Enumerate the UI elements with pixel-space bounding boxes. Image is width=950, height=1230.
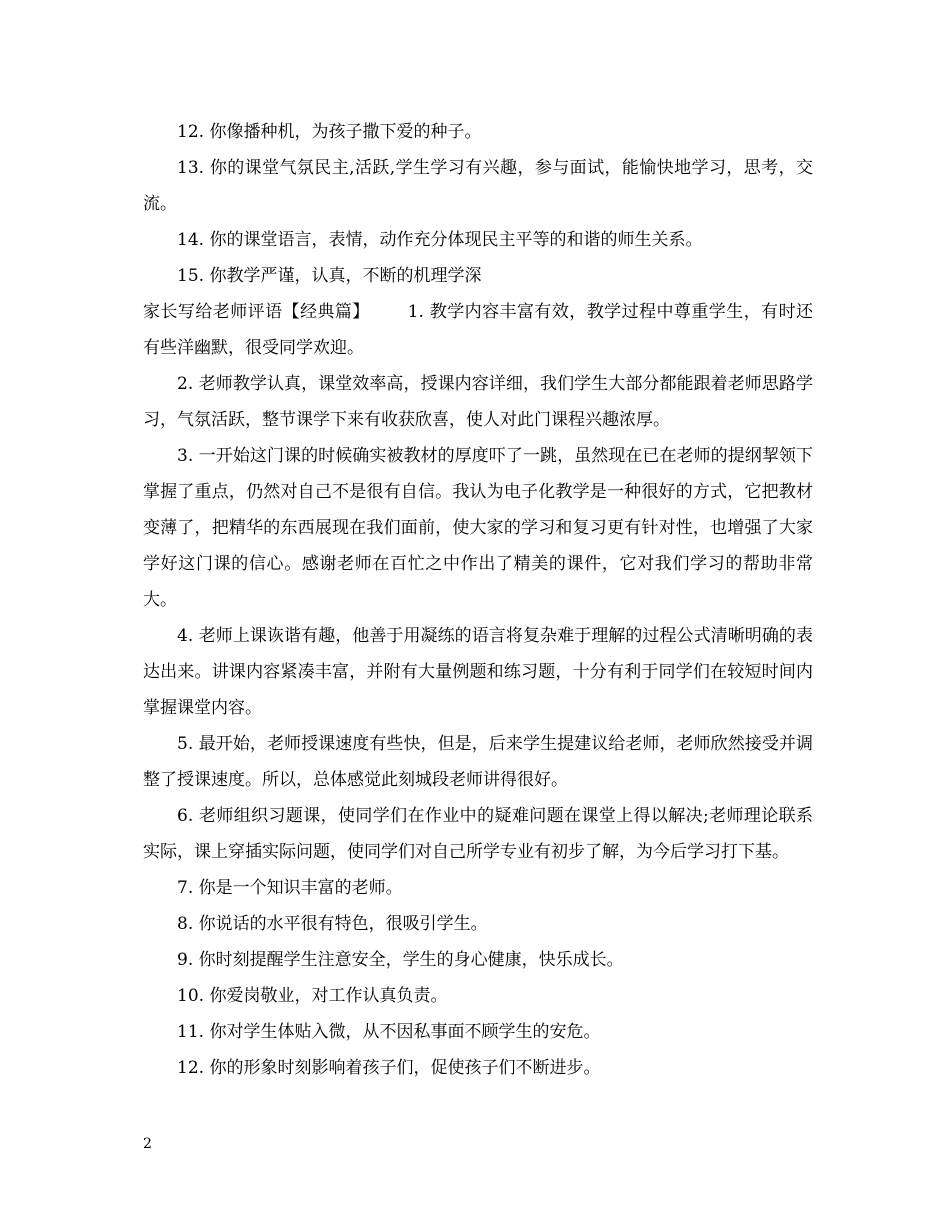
paragraph-item-5: 5. 最开始，老师授课速度有些快，但是，后来学生提建议给老师，老师欣然接受并调整了授课速度。所以，总体感觉此刻城段老师讲得很好。	[143, 734, 813, 790]
paragraph-item-1: 1. 教学内容丰富有效，教学过程中尊重学生，有时还有些洋幽默，很受同学欢迎。	[143, 302, 814, 358]
paragraph-item-2: 2. 老师教学认真，课堂效率高，授课内容详细，我们学生大部分都能跟着老师思路学习，气氛活跃，整节课学下来有收获欣喜，使人对此门课程兴趣浓厚。	[143, 374, 813, 430]
paragraph-item-11: 11. 你对学生体贴入微，从不因私事面不顾学生的安危。	[177, 1022, 601, 1042]
paragraph-item-7: 7. 你是一个知识丰富的老师。	[177, 878, 403, 898]
paragraph-item-3: 3. 一开始这门课的时候确实被教材的厚度吓了一跳，虽然现在已在老师的提纲挈领下掌握了重点，仍然对自己不是很有自信。我认为电子化教学是一种很好的方式，它把教材变薄了，把精华的东西展现在我们面前，使大家的学习和复习更有针对性，也增强了大家学好这门课的信心。感谢老师在百忙之中作出了精美的课件，它对我们学习的帮助非常大。	[143, 446, 813, 610]
document-body	[143, 114, 813, 1086]
paragraph-item-15: 15. 你教学严谨，认真，不断的机理学深	[177, 266, 482, 286]
paragraph-item-4: 4. 老师上课诙谐有趣，他善于用凝练的语言将复杂难于理解的过程公式清晰明确的表达出来。讲课内容紧凑丰富，并附有大量例题和练习题，十分有利于同学们在较短时间内掌握课堂内容。	[143, 626, 813, 718]
paragraph-item-12: 12. 你像播种机，为孩子撒下爱的种子。	[177, 122, 482, 142]
section-paragraph	[143, 294, 813, 366]
paragraph-item-12b: 12. 你的形象时刻影响着孩子们，促使孩子们不断进步。	[177, 1058, 601, 1078]
paragraph-item-14: 14. 你的课堂语言，表情，动作充分体现民主平等的和谐的师生关系。	[177, 230, 703, 250]
paragraph-item-9: 9. 你时刻提醒学生注意安全，学生的身心健康，快乐成长。	[177, 950, 624, 970]
paragraph-item-8: 8. 你说话的水平很有特色，很吸引学生。	[177, 914, 488, 934]
paragraph-item-10: 10. 你爱岗敬业，对工作认真负责。	[177, 986, 448, 1006]
section-heading: 家长写给老师评语【经典篇】	[143, 302, 370, 322]
page-number: 2	[143, 1136, 152, 1152]
paragraph-item-13: 13. 你的课堂气氛民主,活跃,学生学习有兴趣，参与面试，能愉快地学习，思考，交流。	[143, 158, 813, 214]
paragraph-item-6: 6. 老师组织习题课，使同学们在作业中的疑难问题在课堂上得以解决;老师理论联系实际，课上穿插实际问题，使同学们对自己所学专业有初步了解，为今后学习打下基。	[143, 806, 813, 862]
